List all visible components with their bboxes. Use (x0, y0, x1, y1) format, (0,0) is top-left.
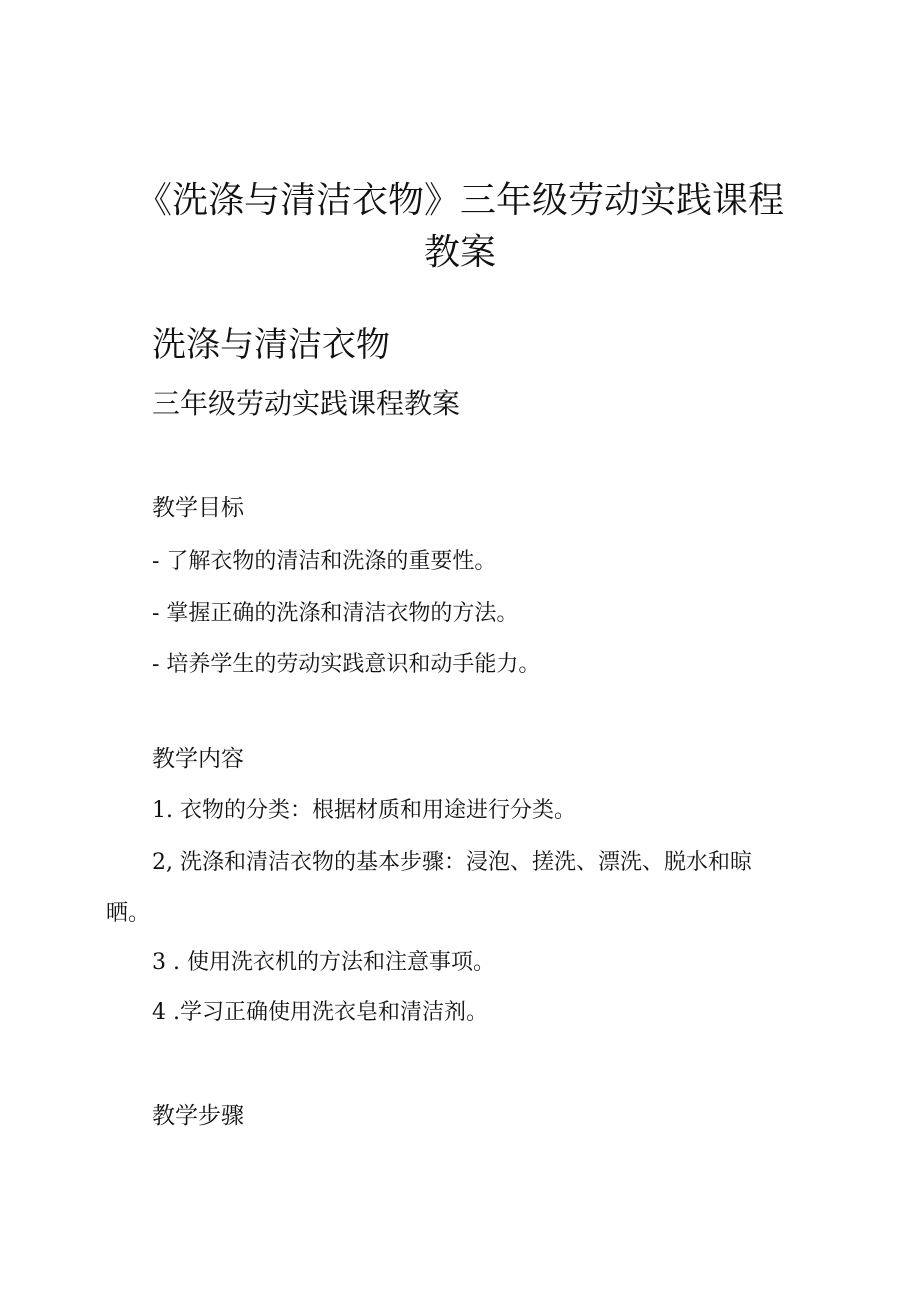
content-item-continuation: 晒。 (106, 901, 151, 926)
section-heading-steps: 教学步骤 (152, 1103, 244, 1129)
section-heading-content: 教学内容 (152, 746, 244, 772)
goal-item: - 掌握正确的洗涤和清洁衣物的方法。 (152, 601, 519, 626)
subtitle-main: 洗涤与清洁衣物 (152, 325, 390, 365)
content-item: 2, 洗涤和清洁衣物的基本步骤：浸泡、搓洗、漂洗、脱水和晾 (152, 850, 752, 875)
content-item: 3 . 使用洗衣机的方法和注意事项。 (152, 950, 495, 975)
content-item: 4 .学习正确使用洗衣皂和清洁剂。 (152, 1000, 488, 1025)
section-heading-goals: 教学目标 (152, 495, 244, 521)
goal-item: - 培养学生的劳动实践意识和动手能力。 (152, 652, 541, 677)
document-title-line-2: 教案 (423, 232, 496, 273)
goal-item: - 了解衣物的清洁和洗涤的重要性。 (152, 549, 497, 574)
subtitle-secondary: 三年级劳动实践课程教案 (152, 387, 461, 420)
content-item: 1. 衣物的分类：根据材质和用途进行分类。 (152, 798, 576, 823)
document-title-line-1: 《洗涤与清洁衣物》三年级劳动实践课程 (135, 180, 784, 221)
